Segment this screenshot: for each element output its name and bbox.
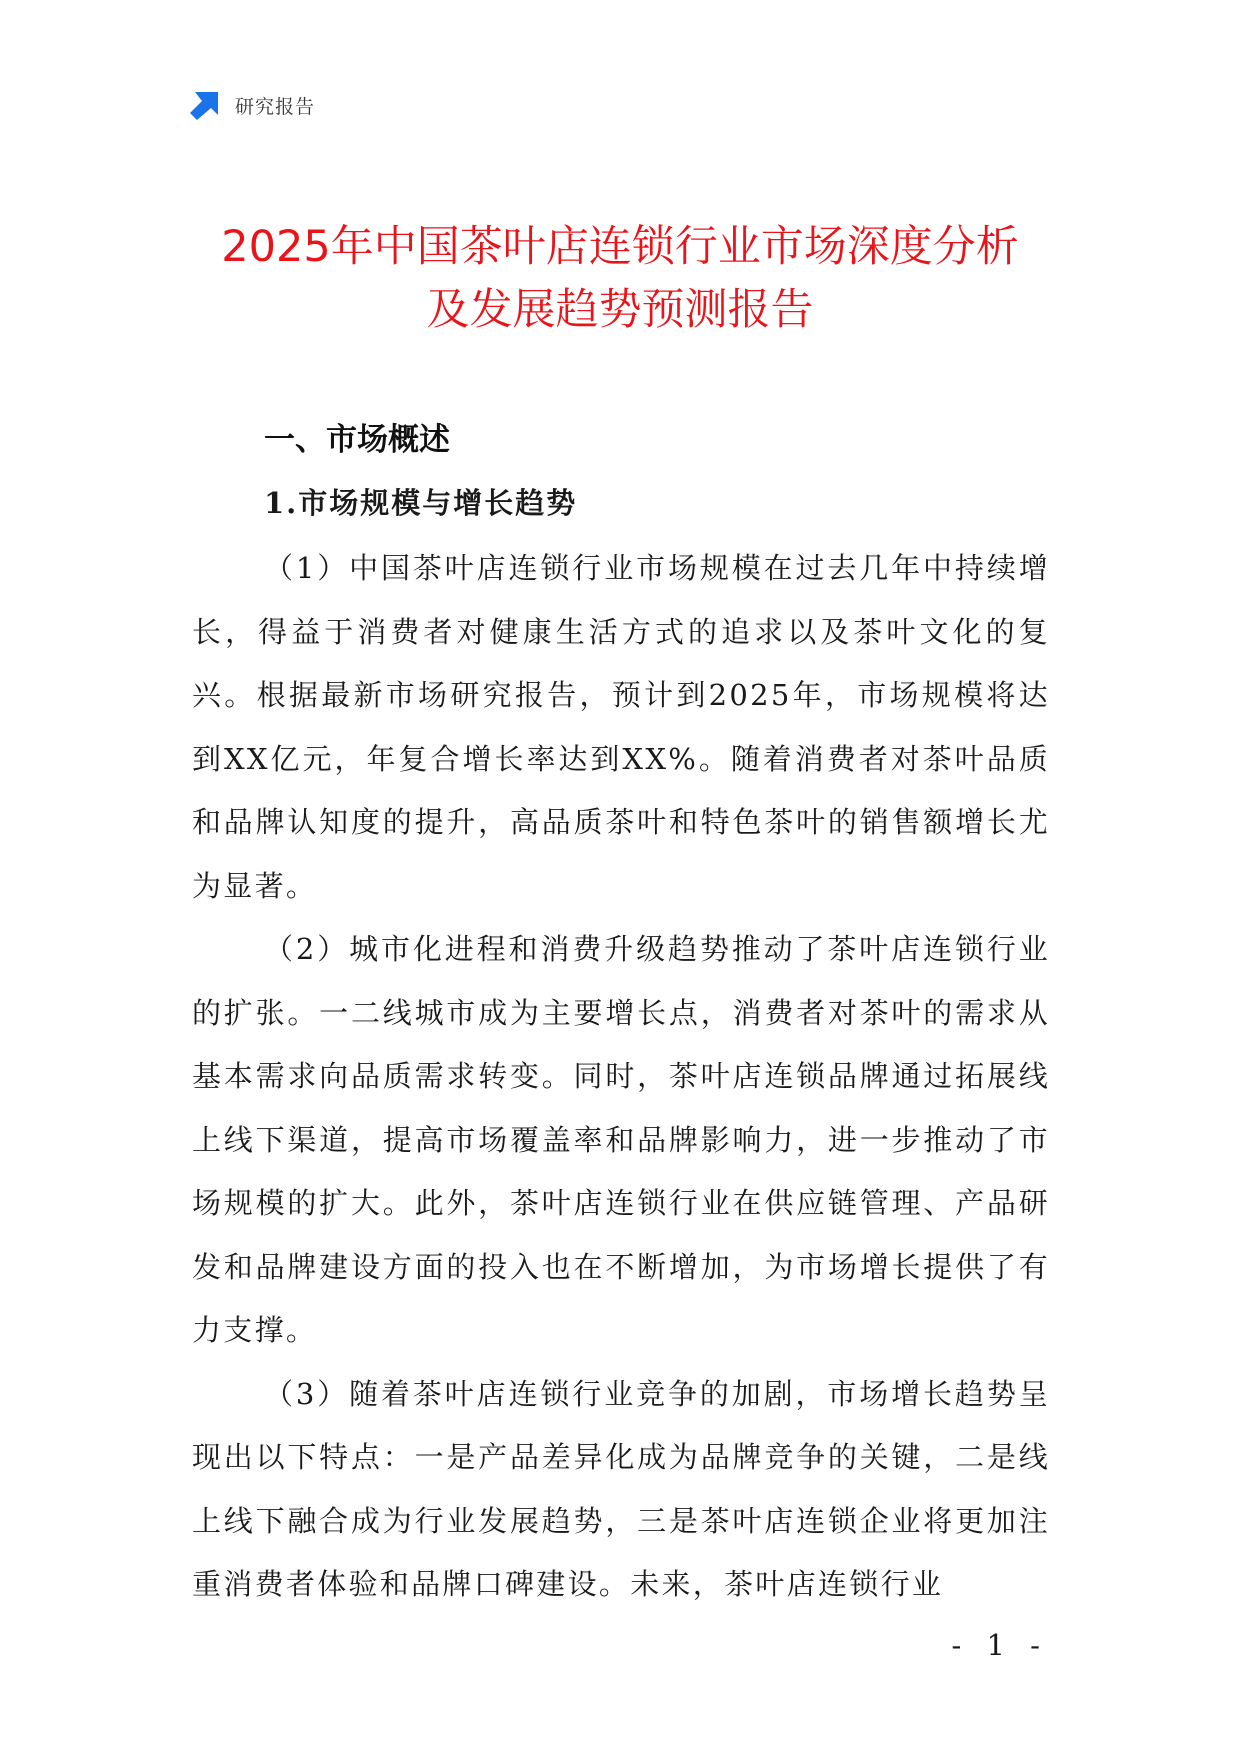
header-label: 研究报告: [235, 95, 316, 118]
sub-heading: 1.市场规模与增长趋势: [264, 486, 578, 520]
paragraph-1: （1）中国茶叶店连锁行业市场规模在过去几年中持续增长，得益于消费者对健康生活方式的追求以及茶叶文化的复兴。根据最新市场研究报告，预计到2025年，市场规模将达到XX亿元，年复合增长率达到XX%。随着消费者对茶叶品质和品牌认知度的提升，高品质茶叶和特色茶叶的销售额增长尤为显著。: [192, 551, 1050, 903]
paragraph-2: （2）城市化进程和消费升级趋势推动了茶叶店连锁行业的扩张。一二线城市成为主要增长点，消费者对茶叶的需求从基本需求向品质需求转变。同时，茶叶店连锁品牌通过拓展线上线下渠道，提高市场覆盖率和品牌影响力，进一步推动了市场规模的扩大。此外，茶叶店连锁行业在供应链管理、产品研发和品牌建设方面的投入也在不断增加，为市场增长提供了有力支撑。: [192, 932, 1050, 1347]
page-number: - 1 -: [951, 1628, 1048, 1662]
title-line-1: 2025年中国茶叶店连锁行业市场深度分析: [221, 222, 1019, 272]
report-title: [150, 216, 1090, 342]
paragraph-3: （3）随着茶叶店连锁行业竞争的加剧，市场增长趋势呈现出以下特点：一是产品差异化成为品牌竞争的关键，二是线上线下融合成为行业发展趋势，三是茶叶店连锁企业将更加注重消费者体验和品牌口碑建设。未来，茶叶店连锁行业: [192, 1376, 1050, 1601]
section-heading: 一、市场概述: [264, 422, 450, 458]
title-line-2: 及发展趋势预测报告: [426, 285, 814, 335]
body-text: [192, 537, 1050, 1617]
report-header: [189, 88, 315, 122]
arrow-up-right-icon: [189, 89, 221, 121]
